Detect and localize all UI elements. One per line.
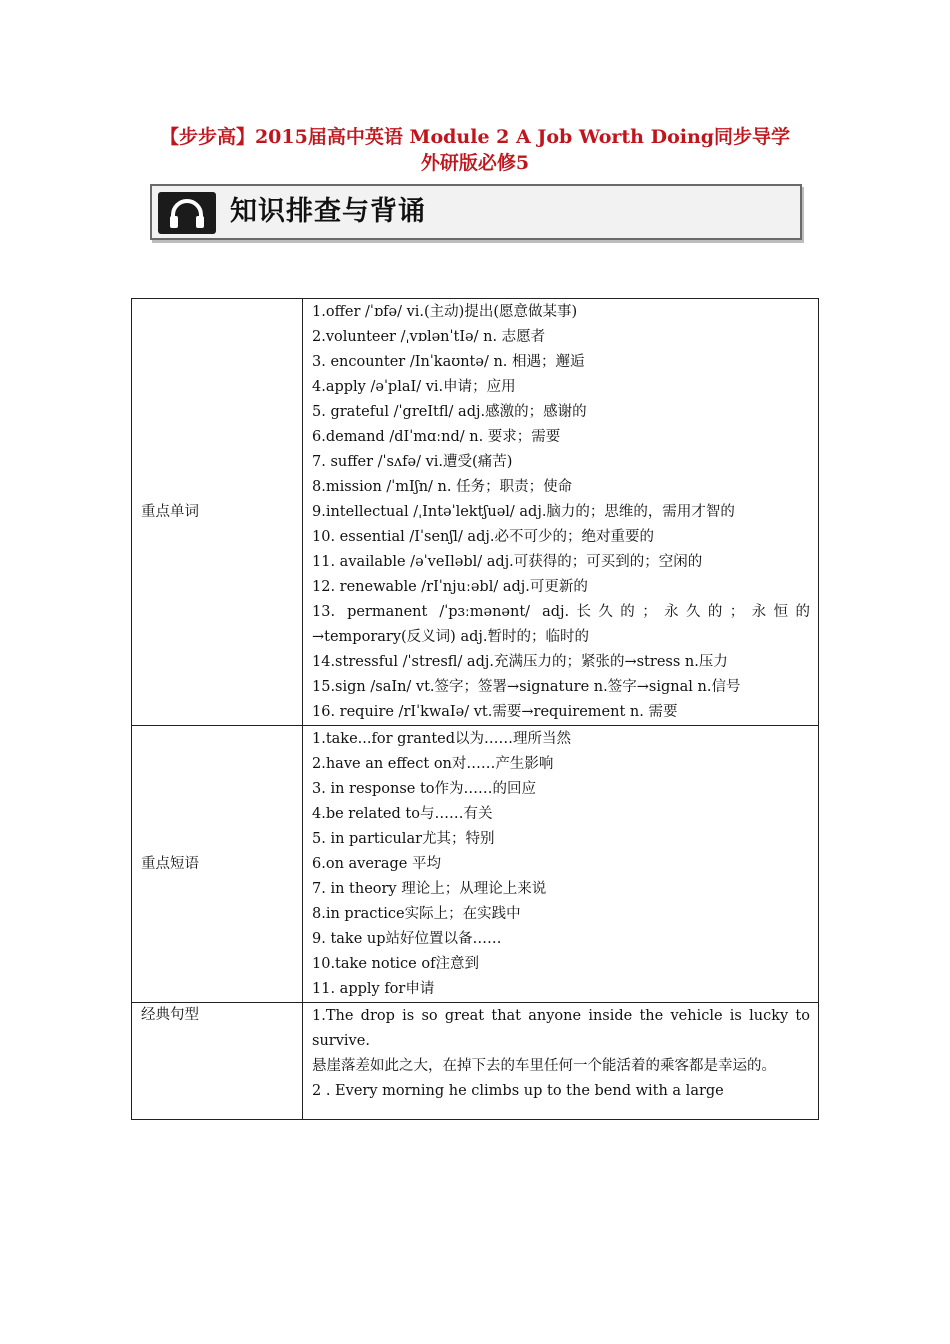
word-item: 9.intellectual /ˌIntəˈlektʃuəl/ adj.脑力的；思维的，需用才智的 [312, 504, 735, 520]
phrase-item: 9. take up站好位置以备…… [312, 931, 502, 947]
table-row-words [132, 299, 819, 726]
phrase-item: 6.on average 平均 [312, 856, 441, 872]
phrase-item: 1.take...for granted以为……理所当然 [312, 731, 572, 747]
sentence-item: 2 . Every morning he climbs up to the bend with a large [312, 1083, 724, 1099]
word-item: 16. require /rIˈkwaIə/ vt.需要→requirement n. 需要 [312, 704, 678, 720]
row-content-words [303, 299, 819, 726]
phrase-item: 5. in particular尤其；特别 [312, 831, 495, 847]
word-item: 12. renewable /rIˈnjuːəbl/ adj.可更新的 [312, 579, 588, 595]
word-item: 2.volunteer /ˌvɒlənˈtIə/ n. 志愿者 [312, 329, 546, 345]
table-row-sentences [132, 1003, 819, 1120]
phrase-item: 8.in practice实际上；在实践中 [312, 906, 521, 922]
phrase-item: 10.take notice of注意到 [312, 956, 479, 972]
sentence-translation: 悬崖落差如此之大，在掉下去的车里任何一个能活着的乘客都是幸运的。 [312, 1058, 776, 1074]
table-row-phrases [132, 726, 819, 1003]
title-line-1: 【步步高】2015届高中英语 Module 2 A Job Worth Doing同步导学 [159, 126, 791, 148]
row-label: 重点短语 [132, 726, 303, 1003]
row-label: 经典句型 [132, 1003, 303, 1120]
phrase-item: 11. apply for申请 [312, 981, 435, 997]
row-content-phrases [303, 726, 819, 1003]
title-line-2: 外研版必修5 [420, 152, 530, 174]
row-label: 重点单词 [132, 299, 303, 726]
phrase-item: 2.have an effect on对……产生影响 [312, 756, 554, 772]
word-item: 8.mission /ˈmIʃn/ n. 任务；职责；使命 [312, 479, 573, 495]
row-content-sentences [303, 1003, 819, 1120]
headphones-icon [158, 192, 216, 234]
word-item: 1.offer /ˈɒfə/ vi.(主动)提出(愿意做某事) [312, 304, 578, 320]
phrase-item: 4.be related to与……有关 [312, 806, 493, 822]
word-item: 7. suffer /ˈsʌfə/ vi.遭受(痛苦) [312, 454, 513, 470]
word-item: 4.apply /əˈplaI/ vi.申请；应用 [312, 379, 516, 395]
section-banner [150, 184, 802, 240]
word-item: 5. grateful /ˈgreItfl/ adj.感激的；感谢的 [312, 404, 587, 420]
phrase-item: 7. in theory 理论上；从理论上来说 [312, 881, 547, 897]
sentence-item: 1.The drop is so great that anyone inside the vehicle is lucky to survive. [312, 1008, 810, 1049]
word-item: 3. encounter /Inˈkaʊntə/ n. 相遇；邂逅 [312, 354, 585, 370]
word-item: 6.demand /dIˈmɑːnd/ n. 要求；需要 [312, 429, 561, 445]
phrase-item: 3. in response to作为……的回应 [312, 781, 537, 797]
word-item: 11. available /əˈveIləbl/ adj.可获得的；可买到的；空闲的 [312, 554, 703, 570]
document-title [120, 124, 830, 176]
word-item: 13. permanent /ˈpɜːmənənt/ adj.长久的；永久的；永恒的→temporary(反义词) adj.暂时的；临时的 [312, 604, 810, 645]
word-item: 15.sign /saIn/ vt.签字；签署→signature n.签字→signal n.信号 [312, 679, 741, 695]
banner-title: 知识排查与背诵 [230, 196, 426, 227]
word-item: 10. essential /Iˈsenʃl/ adj.必不可少的；绝对重要的 [312, 529, 654, 545]
word-item: 14.stressful /ˈstresfl/ adj.充满压力的；紧张的→stress n.压力 [312, 654, 728, 670]
knowledge-table [131, 298, 819, 1120]
